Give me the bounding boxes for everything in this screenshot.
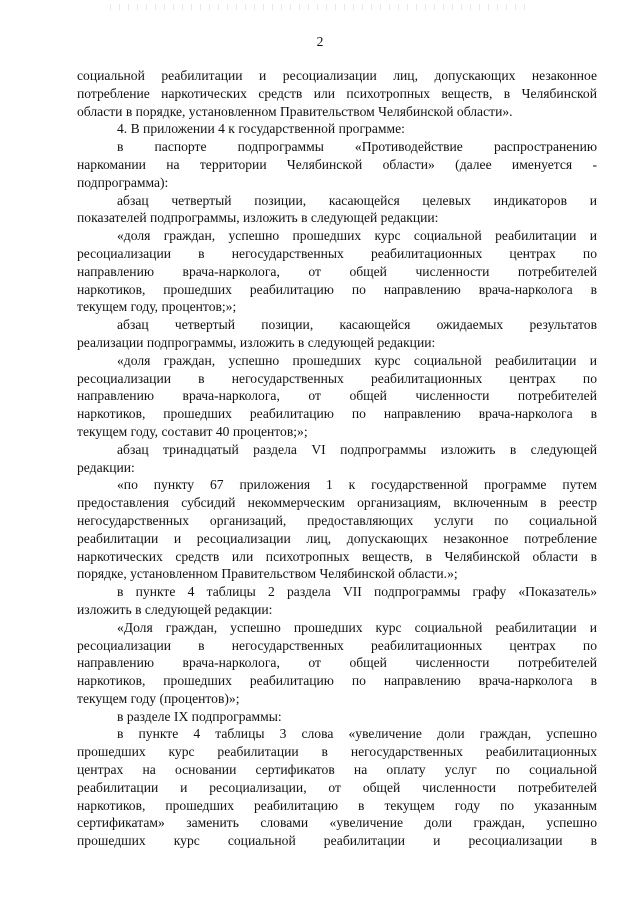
text-line: в паспорте подпрограммы «Противодействие распространению (117, 139, 597, 155)
text-line: области в порядке, установленном Правительством Челябинской области». (77, 103, 513, 119)
text-line: реабилитации и ресоциализации, от общей численности потребителей (77, 779, 597, 795)
text-line: в пункте 4 таблицы 3 слова «увеличение доли граждан, успешно (117, 726, 597, 742)
text-line: направлению врача-нарколога, от общей численности потребителей (77, 388, 597, 404)
paragraph (77, 476, 597, 583)
text-line: направлению врача-нарколога, от общей численности потребителей (77, 655, 597, 671)
text-line: наркотиков, прошедших реабилитацию в текущем году по указанным (77, 797, 597, 813)
paragraph (77, 138, 597, 191)
page-number: 2 (316, 34, 324, 49)
text-line: прошедших курс реабилитации в негосударственных реабилитационных (77, 744, 597, 760)
text-line: текущем году (процентов)»; (77, 690, 240, 706)
text-line: «Доля граждан, успешно прошедших курс социальной реабилитации и (117, 619, 597, 635)
text-line: в разделе IX подпрограммы: (117, 708, 282, 724)
text-line: 4. В приложении 4 к государственной программе: (117, 121, 405, 137)
paragraph (77, 619, 597, 708)
paragraph (77, 67, 597, 120)
paragraph (77, 352, 597, 441)
text-line: наркотиков, прошедших реабилитацию по направлению врача-нарколога в (77, 281, 597, 297)
text-line: редакции: (77, 459, 135, 475)
text-line: «по пункту 67 приложения 1 к государственной программе путем (117, 477, 597, 493)
paragraph (77, 708, 597, 726)
text-line: негосударственных организаций, предоставляющих услуги по социальной (77, 512, 597, 528)
paragraph (77, 227, 597, 316)
paragraph (77, 120, 597, 138)
paragraph (77, 441, 597, 477)
text-line: ресоциализации в негосударственных реабилитационных центрах по (77, 370, 597, 386)
text-line: направлению врача-нарколога, от общей численности потребителей (77, 263, 597, 279)
document-body (77, 67, 597, 850)
text-line: абзац четвертый позиции, касающейся целевых индикаторов и (117, 192, 597, 208)
scan-artifact (110, 4, 530, 10)
text-line: изложить в следующей редакции: (77, 601, 273, 617)
paragraph (77, 192, 597, 228)
text-line: наркотиков, прошедших реабилитацию по направлению врача-нарколога в (77, 406, 597, 422)
text-line: реабилитации и ресоциализации лиц, допускающих незаконное потребление (77, 530, 597, 546)
paragraph (77, 316, 597, 352)
text-line: центрах на основании сертификатов на оплату услуг по социальной (77, 762, 597, 778)
text-line: порядке, установленном Правительством Челябинской области.»; (77, 566, 458, 582)
text-line: социальной реабилитации и ресоциализации лиц, допускающих незаконное (77, 68, 597, 83)
text-line: текущем году, составит 40 процентов;»; (77, 423, 308, 439)
text-line: «доля граждан, успешно прошедших курс социальной реабилитации и (117, 352, 597, 368)
text-line: предоставления субсидий некоммерческим организациям, включенным в реестр (77, 495, 597, 511)
text-line: абзац четвертый позиции, касающейся ожидаемых результатов (117, 317, 597, 333)
text-line: наркотиков, прошедших реабилитацию по направлению врача-нарколога в (77, 673, 597, 689)
text-line: реализации подпрограммы, изложить в следующей редакции: (77, 334, 436, 350)
text-line: прошедших курс социальной реабилитации и ресоциализации в (77, 833, 597, 849)
paragraph (77, 583, 597, 619)
text-line: подпрограмма): (77, 174, 169, 190)
text-line: наркомании на территории Челябинской области» (далее именуется - (77, 156, 597, 172)
text-line: текущем году, процентов;»; (77, 299, 237, 315)
text-line: потребление наркотических средств или психотропных веществ, в Челябинской (77, 85, 597, 101)
text-line: ресоциализации в негосударственных реабилитационных центрах по (77, 245, 597, 261)
text-line: показателей подпрограммы, изложить в следующей редакции: (77, 210, 439, 226)
text-line: сертификатам» заменить словами «увеличение доли граждан, успешно (77, 815, 597, 831)
text-line: в пункте 4 таблицы 2 раздела VII подпрограммы графу «Показатель» (117, 584, 597, 600)
text-line: «доля граждан, успешно прошедших курс социальной реабилитации и (117, 228, 597, 244)
text-line: ресоциализации в негосударственных реабилитационных центрах по (77, 637, 597, 653)
text-line: наркотических средств или психотропных веществ, в Челябинской области в (77, 548, 597, 564)
text-line: абзац тринадцатый раздела VI подпрограммы изложить в следующей (117, 441, 597, 457)
paragraph (77, 725, 597, 850)
